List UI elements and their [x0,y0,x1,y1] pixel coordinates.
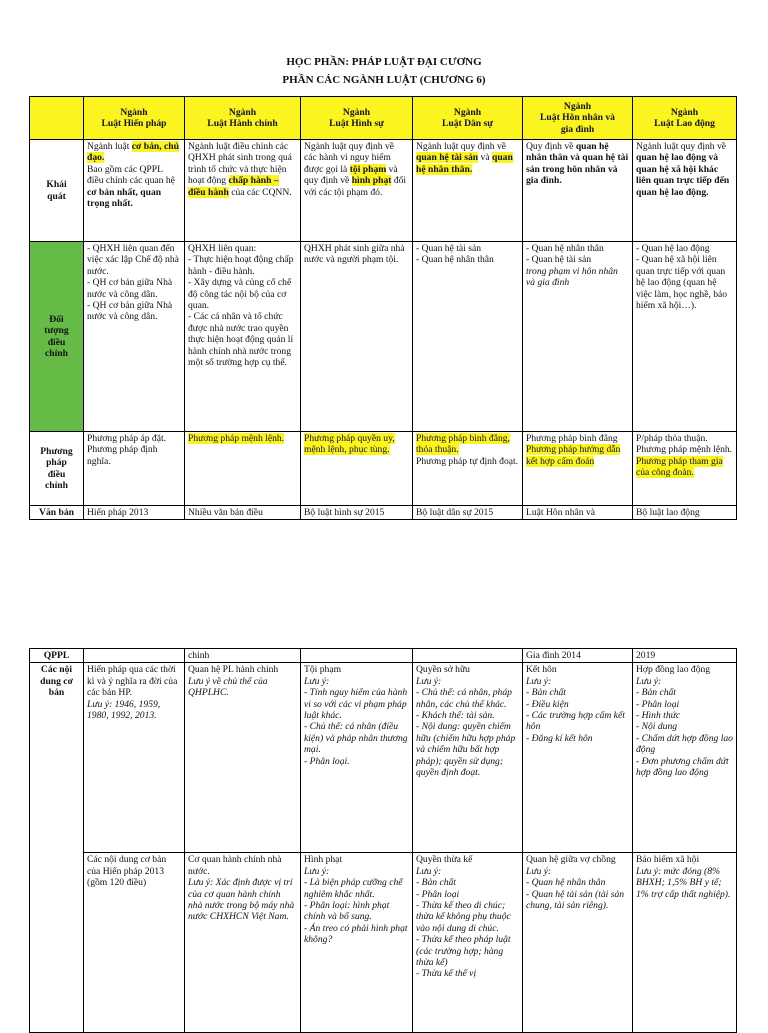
cell-doi-tuong-hon-nhan [523,242,633,432]
bold-text: cơ bản nhất, quan trọng nhất. [87,186,162,210]
text: Bảo hiểm xã hội [636,854,700,866]
cell-doi-tuong-hien-phap: - QHXH liên quan đến việc xác lập Chế độ nhà nước. - QH cơ bản giữa Nhà nước và công dân. - QH cơ bản giữa Nhà nước và công dân. [84,242,185,432]
text: Ngành luật [87,141,132,152]
law-table-part1 [29,96,737,520]
cell-phuong-phap-dan-su [413,432,523,506]
italic-text: Lưu ý: mức đóng (8% BHXH; 1,5% BH y tế; 1% trợ cấp thất nghiệp). [636,865,731,900]
header-dan-su: Ngành Luật Dân sự [413,97,523,140]
italic-text: Lưu ý về chủ thể của QHPLHC. [188,675,268,699]
cell-van-ban-hon-nhan: Luật Hôn nhân và [523,506,633,520]
cell-khai-quat-hien-phap [84,140,185,242]
highlight-text: tội phạm [349,163,387,175]
text: Hình phạt [304,854,343,866]
text: Quan hệ giữa vợ chồng [526,854,616,866]
cell-noi-dung-hien-phap-2: Các nội dung cơ bản của Hiến pháp 2013 (gồm 120 điều) [84,853,185,1033]
highlight-text: Phương pháp hướng dẫn kết hợp cấm đoán [526,444,621,467]
row-label-van-ban: Văn bản [30,506,84,520]
highlight-text: cơ bản, chủ đạo. [87,141,179,164]
text: Ngành luật quy định về [416,141,507,152]
cell-noi-dung-hanh-chinh-1 [185,663,301,853]
row-label-doi-tuong: Đối tượng điều chỉnh [30,242,84,432]
text: đối với các tội phạm đó. [304,175,407,198]
cell-phuong-phap-lao-dong [633,432,737,506]
text: Quyền sở hữu [416,664,470,676]
cell-phuong-phap-hien-phap: Phương pháp áp đặt. Phương pháp định nghĩa. [84,432,185,506]
row-label-khai-quat: Khái quát [30,140,84,242]
italic-text: Lưu ý: - Là biện pháp cưỡng chế nghiêm khắc nhất. - Phân loại: hình phạt chính và bổ sung. - Án treo có phải hình phạt không? [304,865,408,946]
text: Ngành luật điều chỉnh các QHXH phát sinh trong quá trình tổ chức và thực hiện hoạt động [188,141,292,187]
highlight-text: Phương pháp mệnh lệnh. [188,433,285,444]
cell-khai-quat-dan-su [413,140,523,242]
cell-noi-dung-lao-dong-2 [633,853,737,1033]
text: P/pháp thỏa thuận. Phương pháp mệnh lệnh. [636,433,733,456]
text: Kết hôn [526,664,557,676]
text: Ngành luật quy định về [636,141,727,152]
cell-van-ban-dan-su: Bộ luật dân sự 2015 [413,506,523,520]
italic-text: Lưu ý: - Bản chất - Phân loại - Thừa kế theo di chúc; thừa kế không phụ thuộc vào nội dung di chúc. - Thừa kế theo pháp luật (các trường hợp; hàng thừa kế) - Thừa kế thế vị [416,865,511,980]
cell-doi-tuong-dan-su: - Quan hệ tài sản - Quan hệ nhân thân [413,242,523,432]
text: Ngành luật quy định về các hành vi nguy hiểm được gọi là [304,141,395,175]
text: Tội phạm [304,664,342,676]
text: Hiến pháp qua các thời kì và ý nghĩa ra đời của các bản HP. [87,664,178,699]
cell-khai-quat-hanh-chinh [185,140,301,242]
bold-text: quan hệ lao động và quan hệ xã hội khác liên quan trực tiếp đến quan hệ lao động. [636,152,730,198]
header-hinh-su: Ngành Luật Hình sự [301,97,413,140]
cell-khai-quat-hon-nhan [523,140,633,242]
cell-van-ban-hinh-su: Bộ luật hình sự 2015 [301,506,413,520]
italic-text: Lưu ý: - Quan hệ nhân thân - Quan hệ tài sản (tài sản chung, tài sản riêng). [526,865,625,912]
text: Phương pháp tự định đoạt. [416,455,519,467]
cell-noi-dung-hinh-su-2 [301,853,413,1033]
cell-van-ban-hanh-chinh: Nhiều văn bản điều [185,506,301,520]
cell-khai-quat-hinh-su [301,140,413,242]
header-hanh-chinh: Ngành Luật Hành chính [185,97,301,140]
cell-doi-tuong-hanh-chinh: QHXH liên quan: - Thực hiện hoạt động chấp hành - điều hành. - Xây dựng và củng cố chế độ công tác nội bộ của cơ quan. - Các cá nhân và tổ chức được nhà nước trao quyền thực hiện hoạt động quản lí hành chính nhà nước trong một số trường hợp cụ thể. [185,242,301,432]
row-label-qppl: QPPL [30,649,84,663]
text: Cơ quan hành chính nhà nước. [188,854,282,877]
highlight-text: Phương pháp bình đẳng, thỏa thuận. [416,433,510,456]
cell-noi-dung-hanh-chinh-2 [185,853,301,1033]
header-hien-phap: Ngành Luật Hiến pháp [84,97,185,140]
italic-text: Lưu ý: - Bản chất - Phân loại - Hình thức - Nội dung - Chấm dứt hợp đồng lao động - Đơn phương chấm dứt hợp đồng lao động [636,675,733,779]
row-label-noi-dung: Các nội dung cơ bản [30,663,84,1033]
highlight-text: quan hệ nhân thân. [416,152,513,175]
italic-text: Lưu ý: - Bản chất - Điều kiện - Các trường hợp cấm kết hôn - Đăng kí kết hôn [526,675,625,744]
text: và quy định về [304,163,398,187]
bold-text: quan hệ nhân thân và quan hệ tài sản trong hôn nhân và gia đình. [526,141,629,187]
cell-qppl-hinh-su [301,649,413,663]
header-empty [30,97,84,140]
header-lao-dong: Ngành Luật Lao động [633,97,737,140]
cell-phuong-phap-hinh-su [301,432,413,506]
cell-noi-dung-hien-phap-1 [84,663,185,853]
text: - Quan hệ nhân thân - Quan hệ tài sản [526,243,604,266]
text: và [478,152,492,164]
cell-noi-dung-dan-su-1 [413,663,523,853]
text: Quy định về [526,141,576,152]
italic-text: trong phạm vi hôn nhân và gia đình [526,265,618,289]
cell-phuong-phap-hon-nhan [523,432,633,506]
italic-text: Lưu ý: Xác định được vị trí của cơ quan hành chính nhà nước trong bộ máy nhà nước CHXHCN Việt Nam. [188,877,295,923]
cell-doi-tuong-hinh-su: QHXH phát sinh giữa nhà nước và người phạm tội. [301,242,413,432]
cell-van-ban-lao-dong: Bộ luật lao động [633,506,737,520]
cell-noi-dung-hon-nhan-2 [523,853,633,1033]
document-subtitle: PHẦN CÁC NGÀNH LUẬT (CHƯƠNG 6) [282,74,486,86]
text: Bao gồm các QPPL điều chỉnh các quan hệ [87,163,175,187]
highlight-text: Phương pháp tham gia của công đoàn. [636,455,723,479]
highlight-text: Phương pháp quyền uy, mệnh lệnh, phục tùng. [304,433,395,456]
text: Quyền thừa kế [416,854,473,866]
cell-van-ban-hien-phap: Hiến pháp 2013 [84,506,185,520]
italic-text: Lưu ý: - Tính nguy hiểm của hành vi so với các vi phạm pháp luật khác. - Chủ thể: cá nhân (điều kiện) và pháp nhân thương mại. - Phân loại. [304,675,408,767]
text: Phương pháp bình đẳng [526,433,618,444]
cell-noi-dung-dan-su-2 [413,853,523,1033]
italic-text: Lưu ý: - Chủ thể: cá nhân, pháp nhân, các chủ thể khác. - Khách thể: tài sản. - Nội dung: quyền chiếm hữu (chiếm hữu hợp pháp và chiếm hữu bất hợp pháp); quyền sử dụng; quyền định đoạt. [416,675,516,779]
header-hon-nhan: Ngành Luật Hôn nhân và gia đình [523,97,633,140]
italic-text: Lưu ý: 1946, 1959, 1980, 1992, 2013. [87,698,161,722]
text: Hợp đồng lao động [636,664,711,676]
cell-khai-quat-lao-dong [633,140,737,242]
cell-noi-dung-hinh-su-1 [301,663,413,853]
cell-noi-dung-lao-dong-1 [633,663,737,853]
cell-qppl-lao-dong: 2019 [633,649,737,663]
document-title: HỌC PHẦN: PHÁP LUẬT ĐẠI CƯƠNG [286,56,482,68]
cell-phuong-phap-hanh-chinh [185,432,301,506]
cell-qppl-dan-su [413,649,523,663]
text: của các CQNN. [228,186,292,198]
cell-qppl-hanh-chinh: chỉnh [185,649,301,663]
cell-doi-tuong-lao-dong: - Quan hệ lao động - Quan hệ xã hội liên quan trực tiếp với quan hệ lao động (quan hệ việc làm, học nghề, bảo hiểm xã hội…). [633,242,737,432]
text: Quan hệ PL hành chính [188,664,279,676]
cell-qppl-hon-nhan: Gia đình 2014 [523,649,633,663]
highlight-text: quan hệ tài sản [416,152,479,164]
row-label-phuong-phap: Phương pháp điều chỉnh [30,432,84,506]
highlight-text: hình phạt [351,175,392,187]
law-table-part2 [29,648,737,1033]
highlight-text: chấp hành – điều hành [188,175,279,198]
cell-qppl-hien-phap [84,649,185,663]
cell-noi-dung-hon-nhan-1 [523,663,633,853]
